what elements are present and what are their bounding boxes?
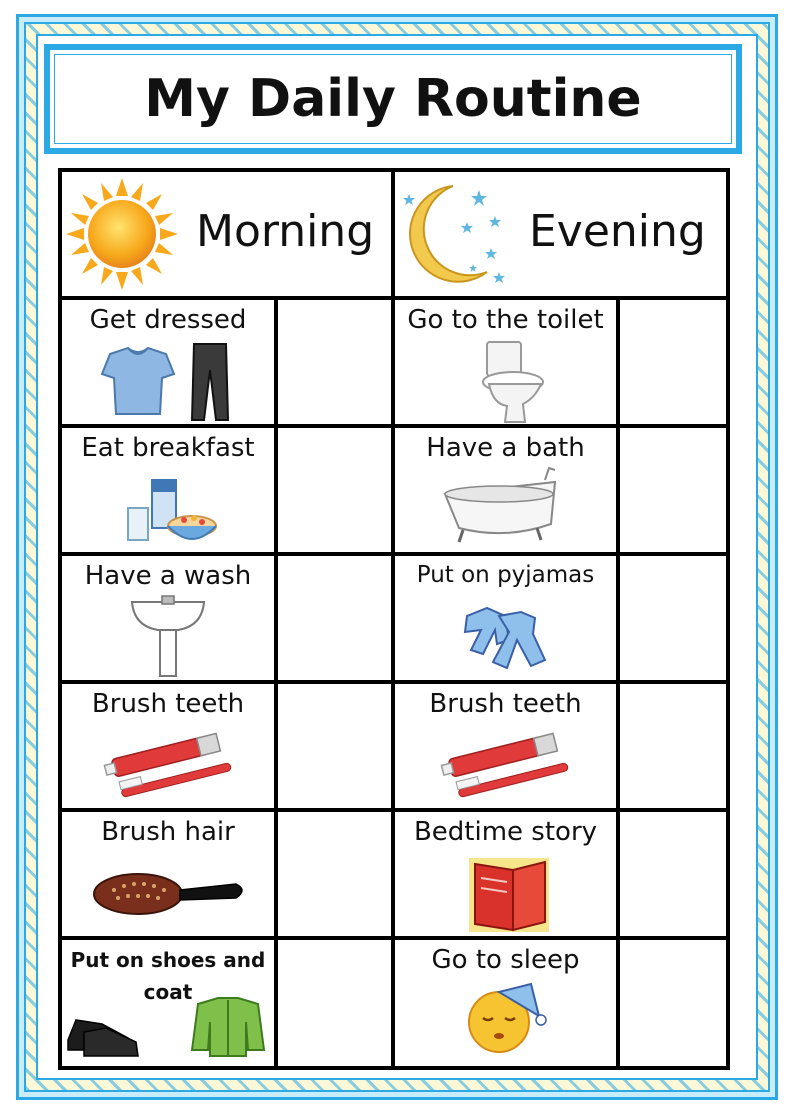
evening-check-box-1[interactable] <box>620 300 726 424</box>
evening-check-box-5[interactable] <box>620 812 726 936</box>
task-cell-evening-4 <box>395 684 616 808</box>
clothes-icon <box>62 300 274 424</box>
breakfast-icon <box>62 428 274 552</box>
task-label: Go to the toilet <box>407 305 604 335</box>
task-cell-morning-5 <box>62 812 274 936</box>
evening-header-label: Evening <box>529 206 706 257</box>
task-cell-evening-2 <box>395 428 616 552</box>
morning-check-box-2[interactable] <box>278 428 391 552</box>
task-label: Put on shoes and coat <box>70 948 266 1004</box>
task-label: Eat breakfast <box>81 433 255 463</box>
toothbrush-icon <box>62 684 274 808</box>
evening-check-box-3[interactable] <box>620 556 726 680</box>
morning-check-box-3[interactable] <box>278 556 391 680</box>
task-cell-morning-3 <box>62 556 274 680</box>
page-title: My Daily Routine <box>144 69 642 129</box>
title-box <box>44 44 742 154</box>
task-cell-evening-6 <box>395 940 616 1066</box>
task-label: Brush teeth <box>91 689 245 719</box>
task-cell-morning-1 <box>62 300 274 424</box>
task-label: Brush teeth <box>429 689 582 719</box>
task-label: Go to sleep <box>431 945 580 975</box>
shoes-coat-icon <box>62 940 274 1066</box>
routine-table <box>58 168 730 1070</box>
task-label: Put on pyjamas <box>416 562 595 588</box>
task-label: Get dressed <box>89 305 247 335</box>
bathtub-icon <box>395 428 616 552</box>
hairbrush-icon <box>62 812 274 936</box>
toilet-icon <box>395 300 616 424</box>
morning-check-box-4[interactable] <box>278 684 391 808</box>
task-label: Have a wash <box>84 561 252 591</box>
task-cell-evening-1 <box>395 300 616 424</box>
task-cell-morning-2 <box>62 428 274 552</box>
morning-check-box-6[interactable] <box>278 940 391 1066</box>
task-label: Bedtime story <box>413 817 598 847</box>
pyjamas-icon <box>395 556 616 680</box>
evening-check-box-2[interactable] <box>620 428 726 552</box>
evening-check-box-6[interactable] <box>620 940 726 1066</box>
task-cell-morning-4 <box>62 684 274 808</box>
moon-stars-icon <box>395 172 515 296</box>
header-evening <box>395 172 726 296</box>
morning-header-label: Morning <box>196 206 375 257</box>
header-morning <box>62 172 391 296</box>
task-cell-morning-6 <box>62 940 274 1066</box>
sun-icon <box>62 172 182 296</box>
task-cell-evening-5 <box>395 812 616 936</box>
book-icon <box>395 812 616 936</box>
task-cell-evening-3 <box>395 556 616 680</box>
task-label: Have a bath <box>426 433 585 463</box>
evening-check-box-4[interactable] <box>620 684 726 808</box>
task-label: Brush hair <box>101 817 235 847</box>
morning-check-box-1[interactable] <box>278 300 391 424</box>
toothbrush-icon <box>395 684 616 808</box>
sink-icon <box>62 556 274 680</box>
sleeping-face-icon <box>395 940 616 1066</box>
morning-check-box-5[interactable] <box>278 812 391 936</box>
